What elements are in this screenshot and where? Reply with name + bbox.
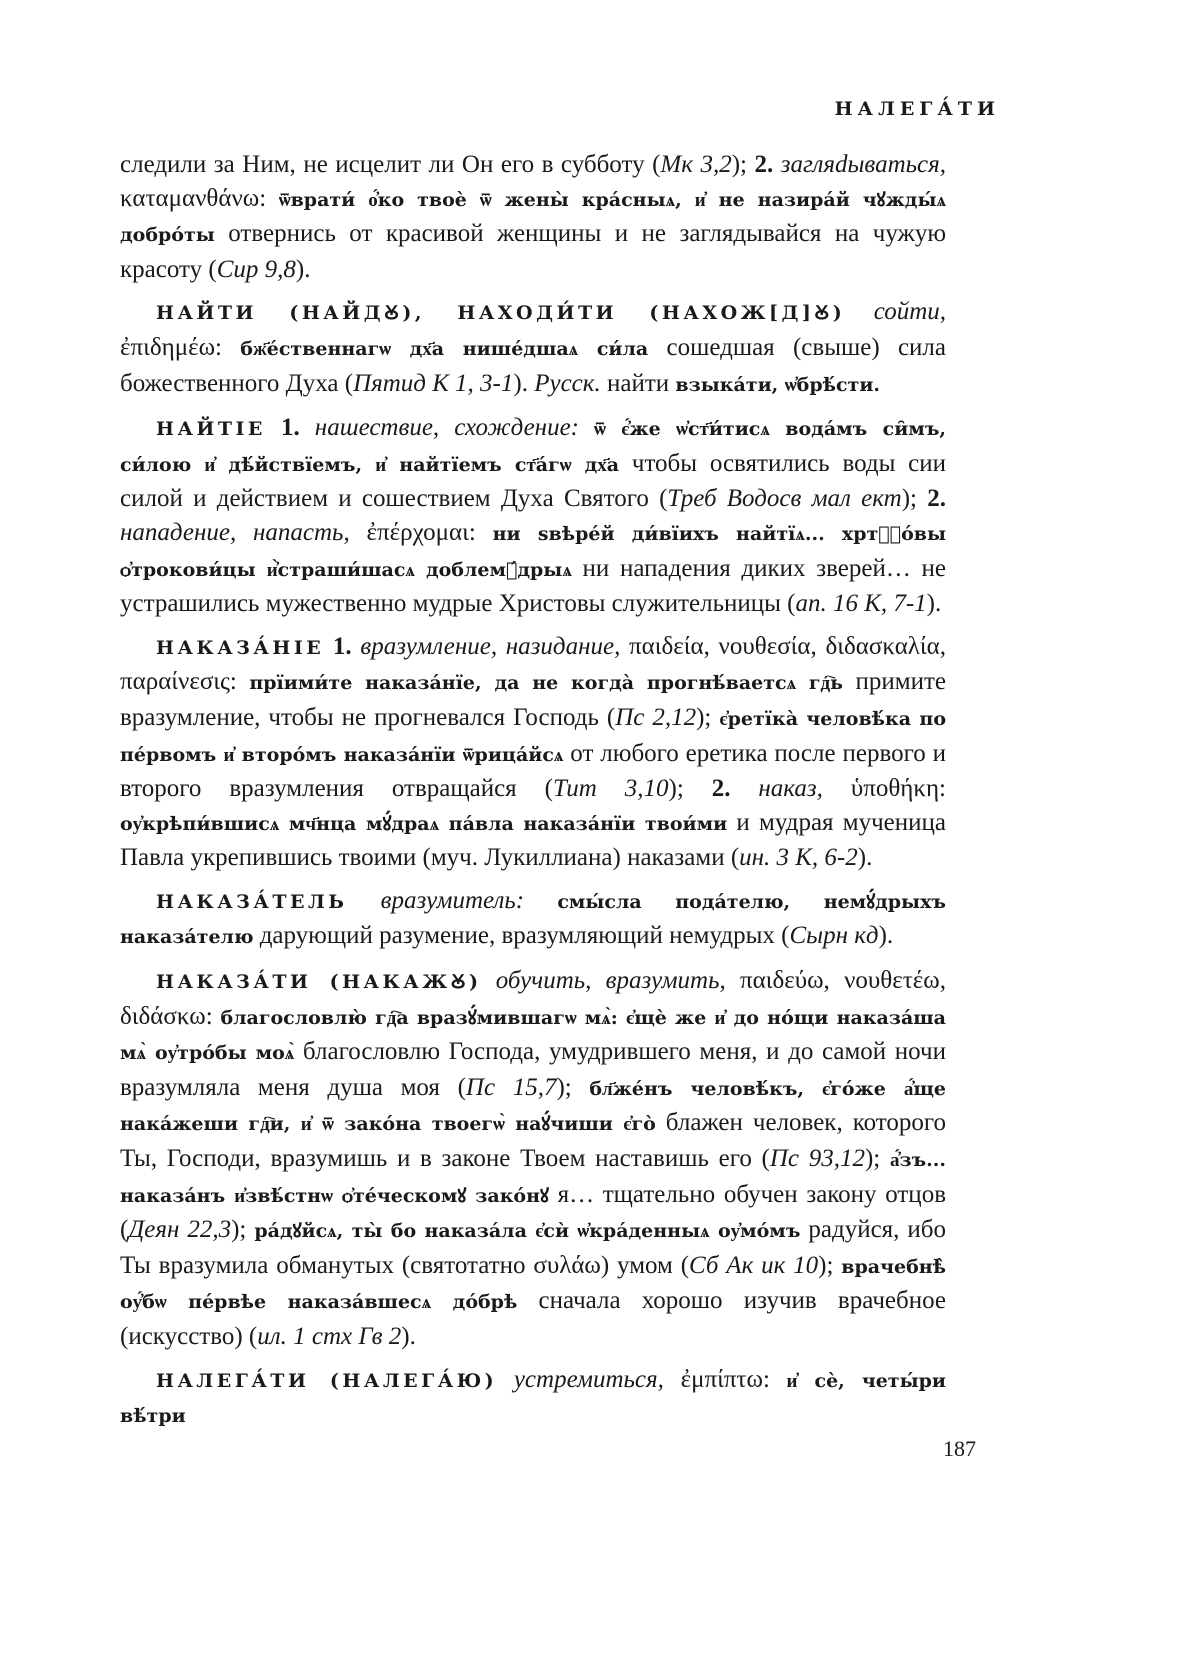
body-text: я… тщательно обучен закону отцов ( [120, 1180, 946, 1244]
body-text [324, 633, 333, 660]
body-text: от любого еретика после первого и второго вразумления отвращайся ( [120, 739, 946, 803]
church-slavonic-quote: благословлю̀ гд҇а вразꙋ́мившагѡ мѧ̀: є҆щѐ же и҆ до но́щи наказа́ша мѧ̀ оу҆тро́бы моѧ̀ [120, 1006, 946, 1065]
dictionary-entry [120, 964, 946, 1354]
body-text [497, 1366, 514, 1393]
body-text: παιδεία, νουθεσία, διδασκαλία, παραίνεσις: [120, 632, 946, 696]
dictionary-entry [120, 884, 946, 955]
italic-text: устремиться, [513, 1365, 664, 1393]
body-text: ); [731, 151, 755, 178]
body-text: ἐπιδημέω: [120, 333, 241, 361]
dictionary-entry [120, 295, 946, 402]
italic-text: вразумитель: [380, 886, 525, 914]
italic-text: загляdываться, [780, 151, 946, 178]
body-text: дарующий разумение, вразумляющий немудрых ( [253, 922, 790, 950]
church-slavonic-quote: ни ѕвѣре́й ди́вїихъ найтїѧ... хртⷭ҇о́вы ѻ҆трокови́цы и҆̀страши́шасѧ доблемꙋ́дрыѧ [120, 522, 946, 581]
body-text: ). [513, 369, 535, 397]
italic-text: Тит 3,10 [552, 775, 669, 803]
church-slavonic-quote: врачебнѣ̀ оу҆́бѡ пе́рвѣе наказа́вшесѧ до́брѣ [120, 1255, 947, 1314]
dictionary-entry [120, 1363, 946, 1434]
italic-text: Пс 93,12 [769, 1145, 865, 1173]
headword: НАКАЗА́ТЕЛЬ [156, 890, 348, 913]
church-slavonic-quote: а҆́зъ... наказа́нъ и҆звѣ́стнѡ ѻ҆те́ческомꙋ зако́нꙋ [120, 1149, 946, 1207]
body-text: и мудрая мученица Павла укрепившись твоими (муч. Лукиллиана) наказами ( [120, 808, 946, 872]
entries-text-block [120, 148, 946, 1443]
running-head: НАЛЕГА́ТИ [834, 98, 1000, 120]
body-text: ). [878, 922, 894, 950]
body-text: ); [668, 775, 712, 803]
church-slavonic-quote: бл҃же́нъ человѣ́къ, є҆го́же а҆́ще нака́жеши гд҇и, и҆ ѿ зако́на твоегѡ̀ наꙋ́чиши є҆го̀ [120, 1077, 946, 1136]
body-text: ). [295, 255, 311, 283]
headword: НАЙТІЕ [156, 418, 266, 441]
body-text: παιδεύω, νουθετέω, διδάσκω: [120, 967, 946, 1030]
headword: НАКАЗА́ТИ (НАКАЖꙊ) [156, 971, 482, 994]
italic-text: наказ, [758, 775, 823, 803]
church-slavonic-quote: бж҃е́ственнагѡ дх҃а нише́дшаѧ си́ла [240, 337, 649, 360]
italic-text: сойти, [873, 298, 946, 326]
italic-text: ап. 16 К, 7-1 [795, 590, 927, 618]
church-slavonic-quote: смы́сла пода́телю, немꙋ́дрыхъ наказа́телю [120, 890, 946, 949]
body-text: ); [696, 703, 720, 731]
body-text: блажен человек, которого Ты, Господи, вразумишь и в законе Твоем наставишь его ( [120, 1109, 946, 1173]
italic-text: ил. 1 стх Гв 2 [257, 1323, 402, 1350]
church-slavonic-quote: взыка́ти, ѡ҆брѣ́сти. [675, 373, 881, 396]
body-text: ἐπέρχομαι: [349, 518, 493, 546]
body-text: ). [401, 1323, 416, 1350]
bold-number: 1. [280, 414, 300, 442]
bold-number: 2. [754, 151, 774, 178]
italic-text: Сб Ак ик 10 [689, 1251, 819, 1279]
body-text: чтобы освятились воды сии силой и действием и сошествием Духа Святого ( [120, 449, 946, 513]
italic-text: Пс 15,7 [465, 1073, 557, 1101]
body-text [773, 151, 781, 178]
body-text: ); [818, 1251, 842, 1279]
body-text [579, 414, 594, 441]
italic-text: вразумление, назидание, [360, 632, 621, 660]
italic-text: нападение, напасть, [120, 518, 350, 546]
church-slavonic-quote: є҆ретїка̀ человѣ́ка по пе́рвомъ и҆ второ́мъ наказа́нїи ѿрица́йсѧ [120, 707, 947, 766]
dictionary-entry [120, 148, 946, 286]
body-text: ). [857, 844, 873, 872]
body-text [481, 967, 495, 994]
italic-text: Пятид К 1, 3-1 [353, 369, 514, 397]
bold-number: 2. [711, 775, 731, 803]
body-text [347, 887, 380, 914]
italic-text: Русск. [534, 369, 601, 397]
body-text: примите вразумление, чтобы не прогневался Господь ( [120, 668, 946, 731]
body-text: сначала хорошо изучив врачебное (искусство) ( [120, 1287, 946, 1350]
church-slavonic-quote: и҆ сѐ, четы́ри вѣ́три [120, 1369, 947, 1428]
body-text: ); [231, 1216, 255, 1244]
body-text: отвернись от красивой женщины и не заглядывайся на чужую красоту ( [120, 220, 946, 283]
body-text: ὑποθήκη: [822, 775, 946, 803]
page-number: 187 [943, 1436, 976, 1461]
body-text: καταμανθάνω: [120, 184, 279, 212]
body-text [730, 775, 758, 802]
bold-number: 1. [332, 632, 352, 660]
body-text: ни нападения диких зверей… не устрашились мужественно мудрые Христовы служительницы ( [120, 554, 947, 618]
bold-number: 2. [927, 485, 946, 513]
headword: НАЙТИ (НАЙДꙊ), НАХОДИ́ТИ (НАХОЖ[Д]Ꙋ) [156, 302, 846, 325]
headword: НАКАЗА́НІЕ [156, 636, 325, 659]
headword: НАЛЕГА́ТИ (НАЛЕГА́Ю) [156, 1369, 498, 1392]
church-slavonic-quote: ра́дꙋйсѧ, ты̀ бо наказа́ла є҆сѝ ѡ҆кра́денныѧ оу҆мо́мъ [254, 1220, 801, 1243]
body-text: ); [901, 485, 928, 513]
church-slavonic-quote: прїими́те наказа́нїе, да не когда̀ прогнѣ́ваетсѧ гд҇ь [249, 672, 844, 695]
italic-text: Сир 9,8 [216, 255, 296, 283]
italic-text: Треб Водосв мал ект [667, 485, 902, 513]
italic-text: обучить, вразумить, [495, 967, 726, 995]
body-text [266, 414, 281, 441]
dictionary-entry [120, 630, 946, 875]
body-text: сошедшая (свыше) сила божественного Духа ( [120, 333, 946, 397]
body-text [524, 887, 557, 914]
body-text: благословлю Господа, умудрившего меня, и до самой ночи вразумляла меня душа моя ( [120, 1038, 946, 1101]
body-text: найти [600, 369, 676, 397]
church-slavonic-quote: ѿ є҆́же ѡ҆ст҃и́тисѧ вода́мъ си̑мъ, си́лою и҆ дѣ́йствїемъ, и҆ найтїемъ ст҃а́гѡ дх҃а [120, 418, 947, 476]
italic-text: Мк 3,2 [660, 151, 732, 178]
church-slavonic-quote: оу҆крѣпи́вшисѧ мч҃нца мꙋ́драѧ па́вла наказа́нїи твои́ми [120, 812, 728, 835]
italic-text: ин. 3 К, 6-2 [739, 844, 858, 872]
body-text: ἐμπίπτω: [663, 1365, 787, 1393]
italic-text: Пс 2,12 [615, 703, 697, 731]
body-text: следили за Ним, не исцелит ли Он его в субботу ( [120, 151, 661, 178]
italic-text: Сырн кд [789, 922, 879, 950]
dictionary-entry [120, 411, 946, 621]
body-text: ); [864, 1145, 890, 1173]
church-slavonic-quote: ѿврати́ о҆́ко твоѐ ѿ жены̀ кра́сныѧ, и҆ не назира́й чꙋжды́ѧ добро́ты [120, 188, 946, 247]
body-text [845, 298, 874, 325]
body-text: ); [556, 1073, 590, 1101]
body-text [300, 414, 315, 441]
italic-text: нашествие, схождение: [314, 414, 579, 442]
body-text: радуйся, ибо Ты вразумила обманутых (святотатно συλάω) умом ( [120, 1216, 947, 1279]
body-text: ). [926, 590, 942, 618]
italic-text: Деян 22,3 [128, 1216, 232, 1244]
